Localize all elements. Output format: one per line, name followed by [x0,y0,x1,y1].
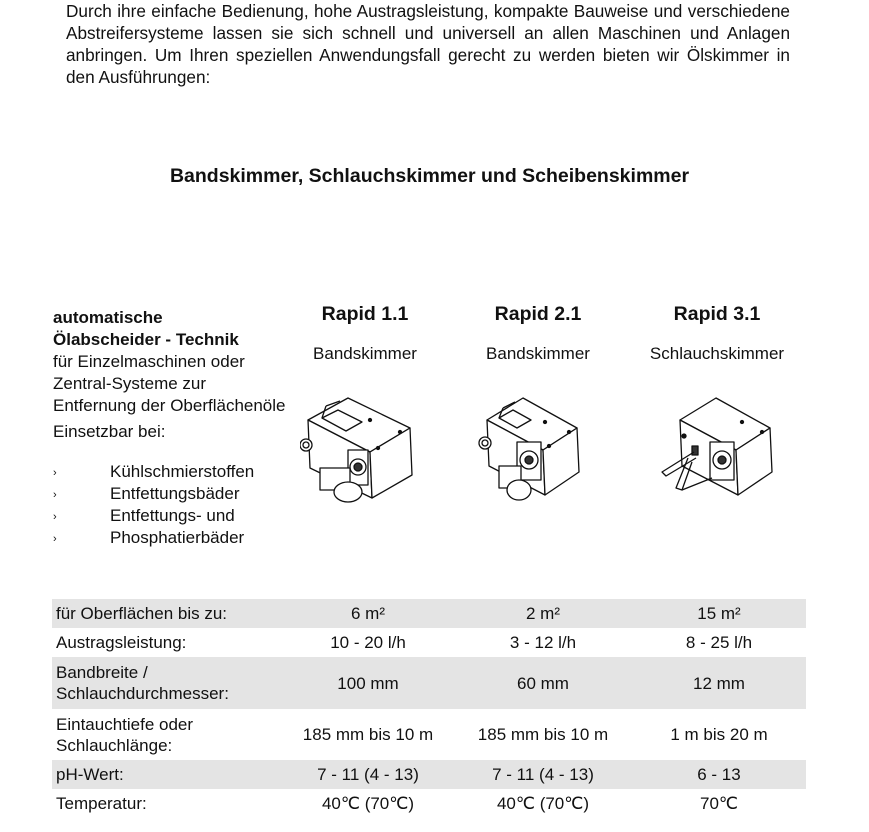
band-skimmer-drawing-icon [473,380,603,505]
row-label: Austragsleistung: [56,633,187,652]
bullet-icon: › [53,511,57,523]
cell-rapid-1-1: 100 mm [282,657,454,709]
product-rapid-2-1 [453,300,623,505]
cell-rapid-2-1: 40℃ (70℃) [496,794,590,813]
heading-line-2: Ölabscheider - Technik [53,330,239,349]
band-skimmer-drawing-icon [300,380,430,505]
bullet-icon: › [53,533,57,545]
cell-rapid-3-1: 12 mm [632,657,806,709]
product-name: Rapid 3.1 [673,303,761,325]
product-name: Rapid 1.1 [321,303,409,325]
cell-rapid-1-1: 10 - 20 l/h [330,633,406,652]
table-row [52,628,806,657]
table-row [52,760,806,789]
cell-rapid-3-1: 6 - 13 [632,760,806,789]
spec-table [52,599,806,818]
product-rapid-3-1 [632,300,802,505]
cell-rapid-3-1: 15 m² [632,599,806,628]
table-row [52,657,806,709]
cell-rapid-2-1: 3 - 12 l/h [509,633,577,652]
cell-rapid-3-1: 70℃ [699,794,738,813]
table-row [52,789,806,818]
application-item: › Kühlschmierstoffen [53,461,293,483]
left-column [53,307,293,549]
cell-rapid-1-1: 185 mm bis 10 m [302,725,434,744]
section-title: Bandskimmer, Schlauchskimmer und Scheibenskimmer [169,165,690,187]
row-label: Bandbreite / Schlauchdurchmesser: [52,657,282,709]
applications-list [53,461,293,549]
heading-line-1: automatische [53,308,163,327]
cell-rapid-2-1: 2 m² [454,599,632,628]
description: für Einzelmaschinen oder Zentral-Systeme zur Entfernung der Oberflächenöle [53,352,286,415]
intro-paragraph: Durch ihre einfache Bedienung, hohe Austragsleistung, kompakte Bauweise und verschiedene Abstreifersysteme lassen sie sich schnell und universell an allen Maschinen und Anlagen anbringen. Um Ihren speziellen Anwendungsfall gerecht zu werden bieten wir Ölskimmer in den Ausführungen: [66,1,790,87]
row-label: Eintauchtiefe oder Schlauchlänge: [56,714,194,755]
row-label: Temperatur: [56,794,147,813]
product-name: Rapid 2.1 [494,303,582,325]
cell-rapid-2-1: 7 - 11 (4 - 13) [454,760,632,789]
cell-rapid-3-1: 8 - 25 l/h [685,633,753,652]
row-label: pH-Wert: [52,760,282,789]
table-row [52,709,806,760]
product-type: Bandskimmer [486,344,590,363]
hose-skimmer-drawing-icon [652,380,782,505]
cell-rapid-1-1: 6 m² [282,599,454,628]
product-rapid-1-1 [280,300,450,505]
product-type: Bandskimmer [313,344,417,363]
usable-label: Einsetzbar bei: [53,422,166,441]
row-label: für Oberflächen bis zu: [52,599,282,628]
bullet-icon: › [53,467,57,479]
product-type: Schlauchskimmer [649,344,785,363]
cell-rapid-1-1: 40℃ (70℃) [321,794,415,813]
cell-rapid-2-1: 185 mm bis 10 m [477,725,609,744]
application-item: › Entfettungs- und [53,505,293,527]
cell-rapid-2-1: 60 mm [454,657,632,709]
cell-rapid-3-1: 1 m bis 20 m [670,725,768,744]
cell-rapid-1-1: 7 - 11 (4 - 13) [282,760,454,789]
table-row [52,599,806,628]
application-item: › Phosphatierbäder [53,527,293,549]
bullet-icon: › [53,489,57,501]
application-item: › Entfettungsbäder [53,483,293,505]
